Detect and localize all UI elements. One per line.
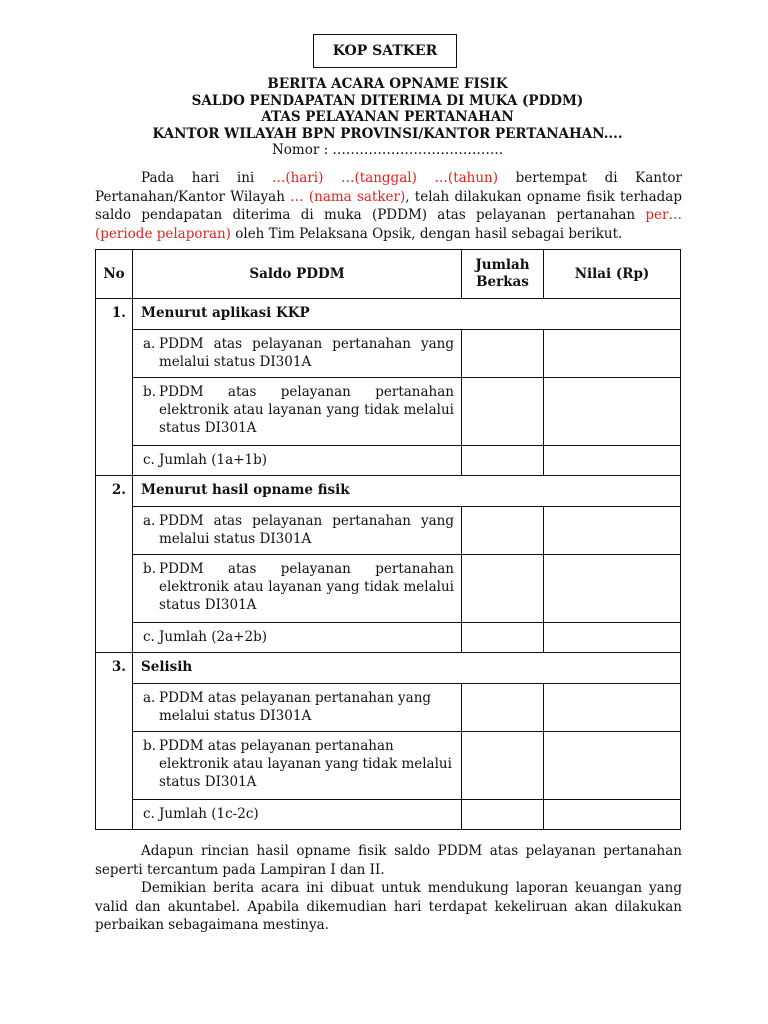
table-row (96, 653, 681, 684)
nilai-cell[interactable] (544, 555, 681, 623)
section-title: Menurut hasil opname fisik (133, 476, 681, 507)
jumlah-berkas-cell[interactable] (462, 446, 544, 476)
intro-paragraph (95, 169, 682, 243)
jumlah-berkas-cell[interactable] (462, 330, 544, 378)
table-row (96, 378, 681, 446)
col-header-saldo: Saldo PDDM (133, 250, 462, 299)
item-text: Jumlah (1a+1b) (159, 452, 267, 468)
intro-placeholder-date: …(hari) …(tanggal) …(tahun) (271, 170, 499, 186)
table-row (96, 507, 681, 555)
jumlah-berkas-cell[interactable] (462, 623, 544, 653)
nilai-cell[interactable] (544, 800, 681, 830)
title-line-1: BERITA ACARA OPNAME FISIK (267, 76, 508, 92)
section-number: 3. (96, 653, 133, 684)
section-title: Menurut aplikasi KKP (133, 299, 681, 330)
section-number: 1. (96, 299, 133, 330)
item-text: PDDM atas pelayanan pertanahan elektronik atau layanan yang tidak melalui status DI301A (159, 384, 454, 436)
table-row (96, 800, 681, 830)
item-label: c. (143, 629, 155, 645)
nilai-cell[interactable] (544, 623, 681, 653)
col-header-nilai: Nilai (Rp) (544, 250, 681, 299)
item-label: b. (143, 738, 156, 754)
table-row (96, 299, 681, 330)
item-label: a. (143, 336, 156, 352)
item-label: a. (143, 513, 156, 529)
item-text: Jumlah (2a+2b) (159, 629, 267, 645)
table-row (96, 555, 681, 623)
intro-text-1: Pada hari ini (141, 170, 272, 186)
table-header-row (96, 250, 681, 299)
item-text: PDDM atas pelayanan pertanahan yang melalui status DI301A (159, 690, 432, 724)
kop-satker-label: KOP SATKER (332, 43, 438, 59)
jumlah-berkas-cell[interactable] (462, 378, 544, 446)
item-text: PDDM atas pelayanan pertanahan elektronik atau layanan yang tidak melalui status DI301A (159, 561, 454, 613)
col-header-jumlah: Jumlah Berkas (462, 250, 544, 299)
nilai-cell[interactable] (544, 446, 681, 476)
intro-placeholder-period: per…(periode pelaporan) (95, 207, 682, 242)
item-label: c. (143, 806, 155, 822)
table-row (96, 476, 681, 507)
table-row (96, 684, 681, 732)
item-label: b. (143, 561, 156, 577)
table-row (96, 732, 681, 800)
item-label: c. (143, 452, 155, 468)
item-text: Jumlah (1c-2c) (159, 806, 259, 822)
nilai-cell[interactable] (544, 378, 681, 446)
nilai-cell[interactable] (544, 684, 681, 732)
closing-paragraph-2: Demikian berita acara ini dibuat untuk mendukung laporan keuangan yang valid dan akuntabel. Apabila dikemudian hari terdapat kekeliruan akan dilakukan perbaikan sebagaimana mestinya. (95, 880, 682, 933)
item-text: PDDM atas pelayanan pertanahan yang melalui status DI301A (159, 336, 454, 370)
table-row (96, 330, 681, 378)
nilai-cell[interactable] (544, 330, 681, 378)
kop-satker-box (313, 34, 457, 68)
item-label: a. (143, 690, 156, 706)
section-title: Selisih (133, 653, 681, 684)
closing-paragraph-1: Adapun rincian hasil opname fisik saldo PDDM atas pelayanan pertanahan seperti tercantum pada Lampiran I dan II. (95, 843, 682, 878)
col-header-no: No (96, 250, 133, 299)
jumlah-berkas-cell[interactable] (462, 732, 544, 800)
jumlah-berkas-cell[interactable] (462, 555, 544, 623)
document-number: Nomor : ……………………………….. (271, 142, 504, 158)
intro-placeholder-satker: … (nama satker) (290, 188, 406, 205)
jumlah-berkas-cell[interactable] (462, 507, 544, 555)
jumlah-berkas-cell[interactable] (462, 800, 544, 830)
document-title-block (95, 76, 680, 159)
item-label: b. (143, 384, 156, 400)
pddm-table (95, 249, 681, 830)
item-text: PDDM atas pelayanan pertanahan elektronik atau layanan yang tidak melalui status DI301A (159, 738, 452, 790)
section-number: 2. (96, 476, 133, 507)
intro-text-4: oleh Tim Pelaksana Opsik, dengan hasil sebagai berikut. (230, 225, 623, 242)
nilai-cell[interactable] (544, 507, 681, 555)
table-row (96, 623, 681, 653)
item-text: PDDM atas pelayanan pertanahan yang melalui status DI301A (159, 513, 454, 547)
intro-text-2: bertempat di Kantor Pertanahan/Kantor Wilayah (95, 170, 682, 205)
title-line-2: SALDO PENDAPATAN DITERIMA DI MUKA (PDDM) (191, 92, 584, 109)
table-row (96, 446, 681, 476)
jumlah-berkas-cell[interactable] (462, 684, 544, 732)
intro-text-3: , telah dilakukan opname fisik terhadap saldo pendapatan diterima di muka (PDDM) atas pelayanan pertanahan (95, 188, 682, 223)
title-line-4: KANTOR WILAYAH BPN PROVINSI/KANTOR PERTANAHAN.... (152, 125, 623, 142)
title-line-3: ATAS PELAYANAN PERTANAHAN (261, 109, 514, 125)
nilai-cell[interactable] (544, 732, 681, 800)
